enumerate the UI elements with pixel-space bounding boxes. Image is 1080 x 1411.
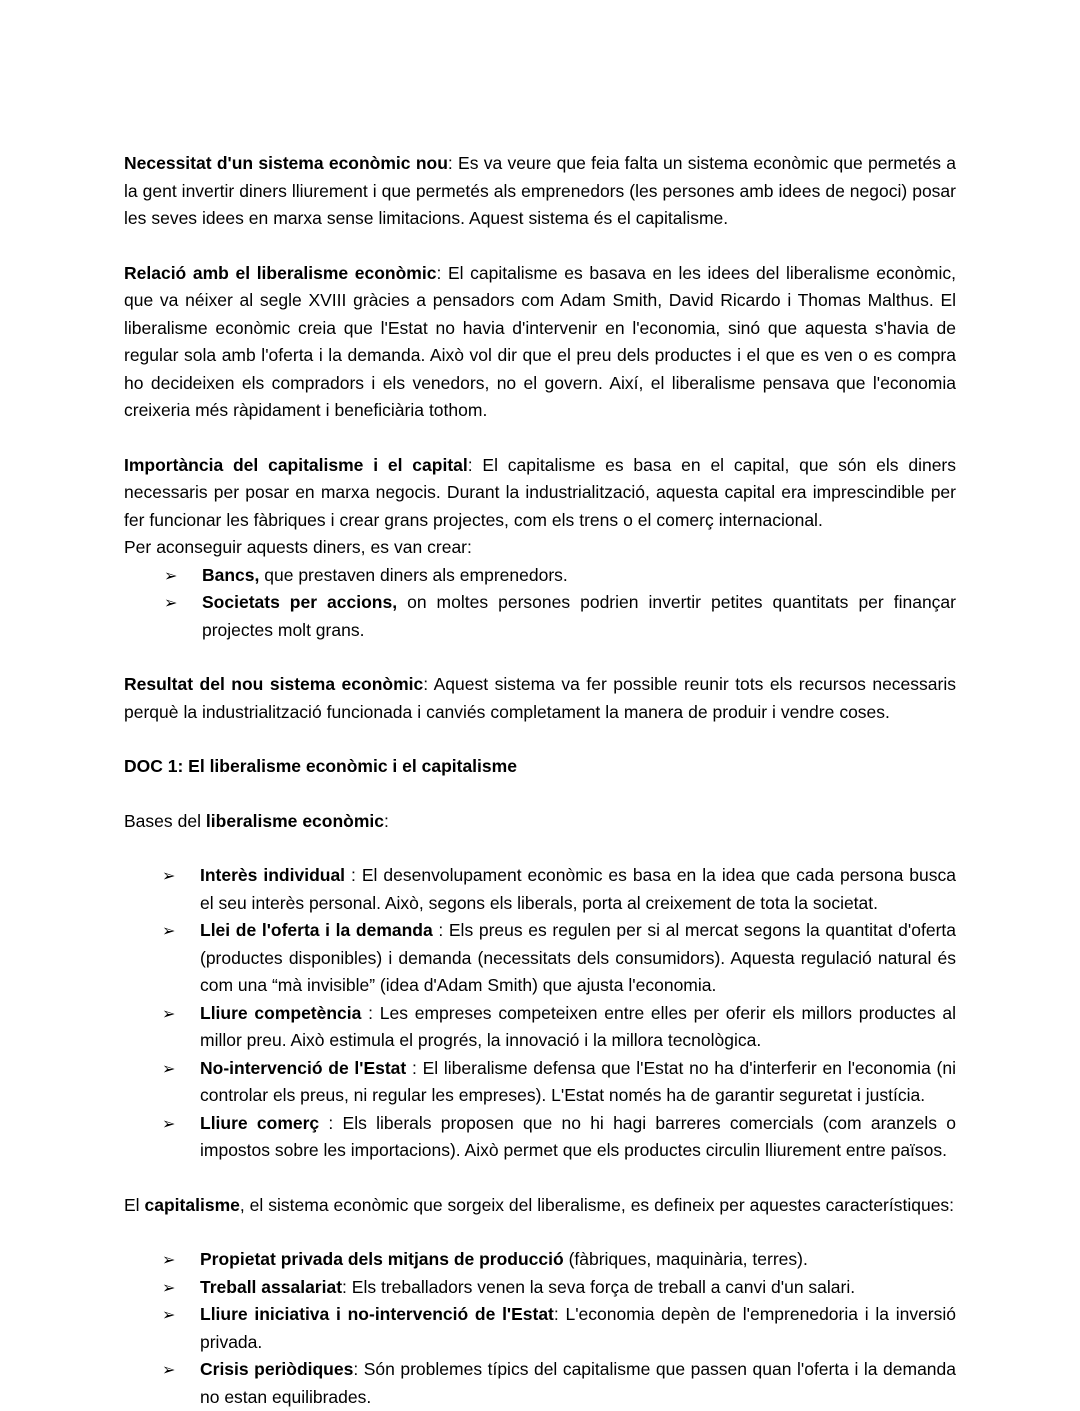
spacer	[124, 644, 956, 671]
spacer	[124, 1165, 956, 1192]
list-item-body: : Els preus es regulen per si al mercat segons la quantitat d'oferta (productes disponibles) i demanda (necessitats dels consumidors). Aquesta regulació natural és com una “mà invisible” (idea d'Adam Smith) que ajusta l'economia.	[200, 920, 956, 995]
spacer	[124, 233, 956, 260]
list-item	[164, 562, 956, 590]
list-item-body: : Els liberals proposen que no hi hagi barreres comercials (com aranzels o impostos sobre les importacions). Això permet que els productes circulin lliurement entre països.	[200, 1112, 956, 1160]
list-item	[162, 1274, 956, 1302]
paragraph-importancia-body: : El capitalisme es basa en el capital, que són els diners necessaris per posar en marxa negocis. Durant la industrialització, aquesta capital era imprescindible per fer funcionar les fàbriques i crear grans projectes, com els trens o el comerç internacional.	[124, 454, 957, 530]
arrow-bullet-icon: ➢	[162, 1360, 176, 1379]
spacer	[124, 835, 956, 862]
paragraph-capitalisme-body: , el sistema econòmic que sorgeix del liberalisme, es defineix per aquestes característiques:	[239, 1194, 955, 1215]
list-item	[162, 1356, 956, 1411]
list-item-content	[202, 562, 956, 590]
arrow-bullet-icon: ➢	[162, 1250, 176, 1269]
paragraph-bases-lead: liberalisme econòmic	[205, 810, 385, 831]
list-item-body: : Els treballadors venen la seva força de treball a canvi d'un salari.	[342, 1276, 856, 1297]
paragraph-importancia-lead: Importància del capitalisme i el capital	[124, 454, 468, 475]
list-item-content	[202, 589, 956, 644]
list-item	[162, 1055, 956, 1110]
list-item	[164, 589, 956, 644]
arrow-bullet-icon: ➢	[162, 1305, 176, 1324]
paragraph-relacio-body: : El capitalisme es basava en les idees del liberalisme econòmic, que va néixer al segle XVIII gràcies a pensadors com Adam Smith, David Ricardo i Thomas Malthus. El liberalisme econòmic creia que l'Estat no havia d'intervenir en l'economia, sinó que aquesta s'havia de regular sola amb l'oferta i la demanda. Això vol dir que el preu dels productes i el que es ven o es compra ho decideixen els compradors i els venedors, no el govern. Així, el liberalisme pensava que l'economia creixeria més ràpidament i beneficiària tothom.	[124, 262, 956, 420]
paragraph-capitalisme-prefix: El	[124, 1194, 145, 1215]
list-item-lead: Lliure comerç	[200, 1112, 320, 1133]
paragraph-resultat-lead: Resultat del nou sistema econòmic	[124, 674, 424, 694]
arrow-bullet-icon: ➢	[164, 565, 178, 585]
arrow-bullet-icon: ➢	[162, 1058, 176, 1078]
list-item-content	[200, 1274, 956, 1302]
list-item-lead: Interès individual	[200, 865, 346, 885]
arrow-bullet-icon: ➢	[162, 1003, 176, 1023]
paragraph-necessitat-body: : Es va veure que feia falta un sistema econòmic que permetés a la gent invertir diners lliurement i que permetés als emprenedors (les persones amb idees de negoci) posar les seves idees en marxa sense limitacions. Aquest sistema és el capitalisme.	[124, 153, 956, 228]
paragraph-bases-prefix: Bases del	[124, 810, 206, 831]
paragraph-per-aconseguir: Per aconseguir aquests diners, es van crear:	[124, 537, 472, 557]
list-item-body: (fàbriques, maquinària, terres).	[563, 1249, 808, 1269]
arrow-bullet-icon: ➢	[162, 1277, 176, 1297]
list-item	[162, 1110, 956, 1165]
list-item-lead: No-intervenció de l'Estat	[200, 1057, 407, 1078]
list-item	[162, 1000, 956, 1055]
spacer	[124, 781, 956, 808]
paragraph-resultat	[124, 671, 956, 726]
list-item-content	[200, 917, 956, 1000]
list-item-content	[200, 1246, 956, 1274]
list-item-lead: Crisis periòdiques	[200, 1359, 354, 1379]
spacer	[124, 1219, 956, 1246]
arrow-bullet-icon: ➢	[162, 1113, 176, 1133]
list-item-body: que prestaven diners als emprenedors.	[259, 564, 568, 585]
list-item-content	[200, 1055, 956, 1110]
paragraph-bases-body: :	[384, 810, 389, 831]
list-item-body: : El liberalisme defensa que l'Estat no ha d'interferir en l'economia (ni controlar els preus, ni regular les empreses). L'Estat només ha de garantir seguretat i justícia.	[200, 1057, 956, 1105]
list-item-content	[200, 1000, 956, 1055]
list-item-content	[200, 1356, 956, 1411]
list-item	[162, 1301, 956, 1356]
arrow-bullet-icon: ➢	[162, 866, 176, 885]
arrow-bullet-icon: ➢	[164, 593, 178, 612]
list-item	[162, 917, 956, 1000]
list-item	[162, 862, 956, 917]
document-body	[124, 150, 956, 1411]
list-item-lead: Lliure competència	[200, 1002, 362, 1023]
list-caracteristiques-capitalisme	[162, 1246, 956, 1411]
paragraph-resultat-body: : Aquest sistema va fer possible reunir tots els recursos necessaris perquè la industrialització funcionada i canviés completament la manera de produir i vendre coses.	[124, 674, 956, 722]
arrow-bullet-icon: ➢	[162, 921, 176, 940]
paragraph-capitalisme-lead: capitalisme	[144, 1194, 240, 1215]
list-fonts-capital	[164, 562, 956, 645]
paragraph-relacio-lead: Relació amb el liberalisme econòmic	[124, 262, 437, 283]
list-item-body: : Són problemes típics del capitalisme que passen quan l'oferta i la demanda no estan equilibrades.	[200, 1359, 956, 1407]
list-item-lead: Bancs,	[202, 564, 260, 585]
paragraph-necessitat	[124, 150, 956, 233]
paragraph-capitalisme	[124, 1192, 956, 1220]
list-item-content	[200, 862, 956, 917]
list-item	[162, 1246, 956, 1274]
list-item-lead: Treball assalariat	[200, 1276, 343, 1297]
list-item-body: : L'economia depèn de l'emprenedoria i la inversió privada.	[200, 1304, 956, 1352]
paragraph-necessitat-lead: Necessitat d'un sistema econòmic nou	[124, 153, 448, 173]
list-item-body: : Les empreses competeixen entre elles per oferir els millors productes al millor preu. Això estimula el progrés, la innovació i la millora tecnològica.	[200, 1002, 956, 1050]
paragraph-bases	[124, 808, 956, 836]
list-item-lead: Societats per accions,	[202, 592, 398, 612]
list-item-content	[200, 1110, 956, 1165]
doc-1-heading: DOC 1: El liberalisme econòmic i el capitalisme	[124, 756, 517, 776]
paragraph-relacio	[124, 260, 956, 425]
paragraph-importancia	[124, 452, 956, 535]
spacer	[124, 726, 956, 753]
list-item-content	[200, 1301, 956, 1356]
list-item-lead: Llei de l'oferta i la demanda	[200, 920, 433, 940]
list-item-body: on moltes persones podrien invertir petites quantitats per finançar projectes molt grans.	[202, 592, 956, 640]
list-bases-liberalisme	[162, 862, 956, 1165]
list-item-lead: Lliure iniciativa i no-intervenció de l'Estat	[200, 1304, 554, 1324]
list-item-body: : El desenvolupament econòmic es basa en la idea que cada persona busca el seu interès personal. Això, segons els liberals, porta al creixement de tota la societat.	[200, 865, 956, 913]
list-item-lead: Propietat privada dels mitjans de producció	[200, 1249, 564, 1269]
spacer	[124, 425, 956, 452]
